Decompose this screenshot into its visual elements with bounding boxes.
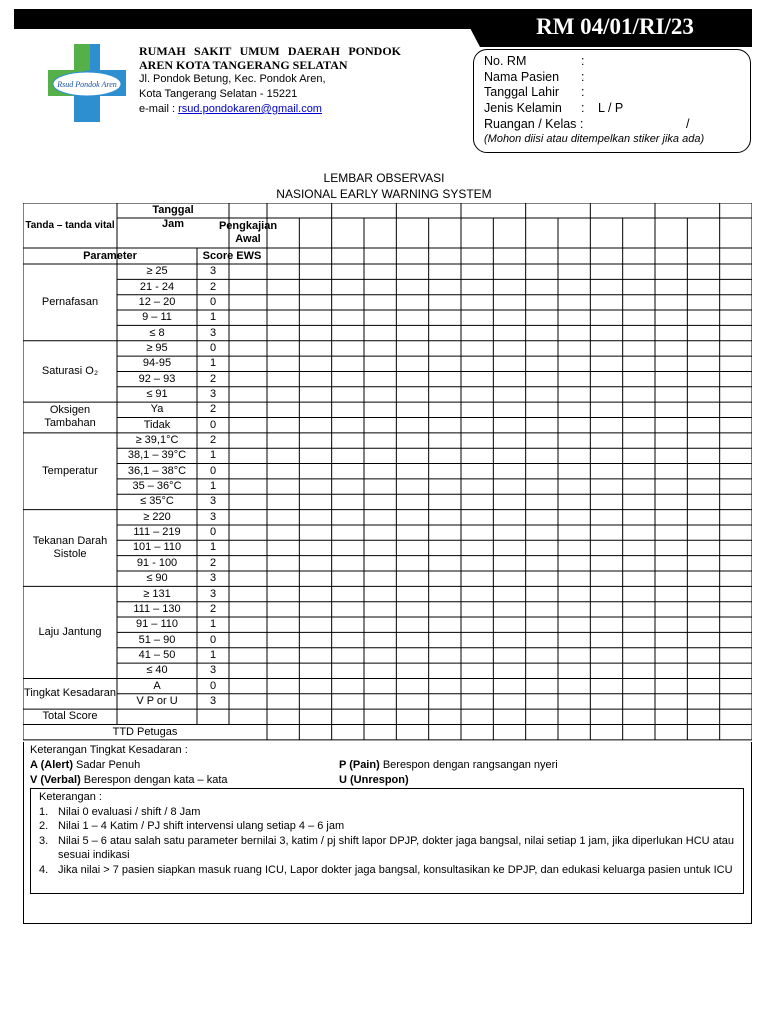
note-item: 2. Nilai 1 – 4 Katim / PJ shift intervensi ulang setiap 4 – 6 jam [39, 820, 345, 833]
param-score: 3 [209, 694, 217, 707]
address-line2: Kota Tangerang Selatan - 15221 [139, 88, 298, 100]
param-range: 94-95 [142, 357, 172, 370]
param-range: Ya [150, 403, 164, 416]
note-item: 1. Nilai 0 evaluasi / shift / 8 Jam [39, 805, 201, 818]
hospital-logo [44, 40, 130, 126]
param-score: 1 [209, 311, 217, 324]
param-score: 1 [209, 648, 217, 661]
param-score: 3 [209, 387, 217, 400]
param-range: 91 – 110 [135, 618, 178, 631]
note-item: 4. Jika nilai > 7 pasien siapkan masuk ruang ICU, Lapor dokter jaga bangsal, konsultasikan ke DPJP, dan edukasi keluarga pasien untuk ICU [39, 863, 733, 876]
param-range: ≤ 8 [149, 326, 165, 339]
param-score: 0 [209, 341, 217, 354]
hospital-address [139, 72, 326, 117]
legend-unrespon: U (Unrespon) [339, 774, 409, 786]
email-link[interactable]: rsud.pondokaren@gmail.com [178, 103, 322, 115]
patient-field-name[interactable]: Nama Pasien : [484, 69, 585, 84]
param-score: 2 [209, 403, 217, 416]
patient-field-no-rm[interactable]: No. RM : [484, 54, 585, 68]
param-range: 38,1 – 39°C [127, 449, 187, 462]
param-score: 1 [209, 357, 217, 370]
param-range: ≤ 91 [146, 387, 168, 400]
param-score: 2 [209, 372, 217, 385]
param-range: 12 – 20 [138, 295, 176, 308]
notes-title: Keterangan : [39, 791, 102, 803]
form-code: RM 04/01/RI/23 [536, 14, 694, 39]
param-range: Tidak [143, 418, 171, 431]
param-range: 51 – 90 [138, 633, 176, 646]
param-score: 3 [209, 495, 217, 508]
legend-title: Keterangan Tingkat Kesadaran : [30, 744, 188, 756]
vital-group-label: Temperatur [42, 464, 98, 477]
col-header-jam: Jam [161, 218, 185, 230]
param-range: V P or U [136, 694, 178, 707]
param-score: 1 [209, 541, 217, 554]
param-range: 111 – 130 [133, 602, 181, 615]
patient-note: (Mohon diisi atau ditempelkan stiker jika ada) [484, 133, 705, 146]
param-score: 0 [209, 633, 217, 646]
param-range: 35 – 36°C [132, 480, 182, 493]
param-range: ≤ 90 [146, 572, 168, 585]
param-range: ≥ 220 [143, 510, 171, 523]
param-range: 41 – 50 [138, 648, 176, 661]
vital-group-label: Saturasi O₂ [41, 364, 99, 377]
param-range: ≤ 40 [146, 664, 168, 677]
param-score: 3 [209, 664, 217, 677]
param-range: ≥ 25 [146, 265, 168, 278]
param-range: 36,1 – 38°C [127, 464, 187, 477]
param-range: 101 – 110 [132, 541, 182, 554]
param-score: 3 [209, 587, 217, 600]
hospital-name-line2: AREN KOTA TANGERANG SELATAN [139, 58, 348, 72]
param-score: 3 [209, 326, 217, 339]
param-score: 0 [209, 418, 217, 431]
param-score: 1 [209, 449, 217, 462]
logo-text: Rsud Pondok Aren [57, 80, 117, 89]
param-score: 1 [209, 618, 217, 631]
param-score: 2 [209, 602, 217, 615]
col-header-score: Score EWS [202, 249, 262, 262]
col-header-tanggal: Tanggal [152, 204, 194, 216]
ttd-petugas-label: TTD Petugas [112, 725, 178, 738]
vital-group-label: Tingkat Kesadaran [24, 687, 116, 700]
param-score: 1 [209, 480, 217, 493]
param-score: 0 [209, 679, 217, 692]
patient-field-room[interactable]: Ruangan / Kelas : / [484, 116, 690, 131]
legend-alert: A (Alert) Sadar Penuh [30, 759, 141, 771]
param-score: 3 [209, 510, 217, 523]
param-range: ≥ 95 [146, 341, 168, 354]
form-title: LEMBAR OBSERVASI [323, 171, 445, 185]
param-range: A [153, 679, 161, 692]
param-range: 91 - 100 [136, 556, 178, 569]
param-range: 111 – 219 [133, 526, 181, 539]
param-score: 3 [209, 572, 217, 585]
param-range: ≥ 131 [143, 587, 171, 600]
note-item: 3. Nilai 5 – 6 atau salah satu parameter bernilai 3, katim / pj shift lapor DPJP, dokter jaga bangsal, nilai setiap 1 jam, jika diperlukan HCU atau sesuai indikasi [39, 834, 735, 862]
col-header-vital: Tanda – tanda vital [25, 220, 115, 231]
patient-info-box [473, 49, 751, 153]
param-score: 2 [209, 434, 217, 447]
param-range: ≤ 35°C [140, 495, 174, 508]
form-subtitle: NASIONAL EARLY WARNING SYSTEM [276, 187, 492, 201]
param-score: 3 [209, 265, 217, 278]
param-range: 92 – 93 [138, 372, 176, 385]
param-score: 0 [209, 526, 217, 539]
address-line1: Jl. Pondok Betung, Kec. Pondok Aren, [139, 73, 326, 85]
notes-box [30, 788, 744, 894]
vital-group-label: Pernafasan [41, 295, 99, 308]
patient-field-dob[interactable]: Tanggal Lahir : [484, 85, 585, 100]
col-header-pengkajian: Pengkajian Awal [218, 220, 278, 245]
legend-pain: P (Pain) Berespon dengan rangsangan nyeri [339, 759, 558, 771]
col-header-parameter: Parameter [83, 249, 137, 262]
vital-group-label: Oksigen Tambahan [44, 404, 96, 430]
legend-verbal: V (Verbal) Berespon dengan kata – kata [30, 774, 228, 786]
param-score: 0 [209, 464, 217, 477]
email-label: e-mail : [139, 103, 176, 115]
param-score: 2 [209, 280, 217, 293]
param-range: 9 – 11 [142, 311, 172, 324]
hospital-name-line1: RUMAH SAKIT UMUM DAERAH PONDOK [139, 44, 401, 58]
vital-group-label: Tekanan Darah Sistole [32, 534, 108, 560]
param-range: ≥ 39,1°C [135, 434, 179, 447]
param-range: 21 - 24 [139, 280, 175, 293]
param-score: 0 [209, 295, 217, 308]
vital-group-label: Laju Jantung [38, 625, 102, 638]
total-score-label: Total Score [42, 710, 98, 723]
patient-field-gender[interactable]: Jenis Kelamin : L / P [484, 101, 624, 116]
param-score: 2 [209, 556, 217, 569]
